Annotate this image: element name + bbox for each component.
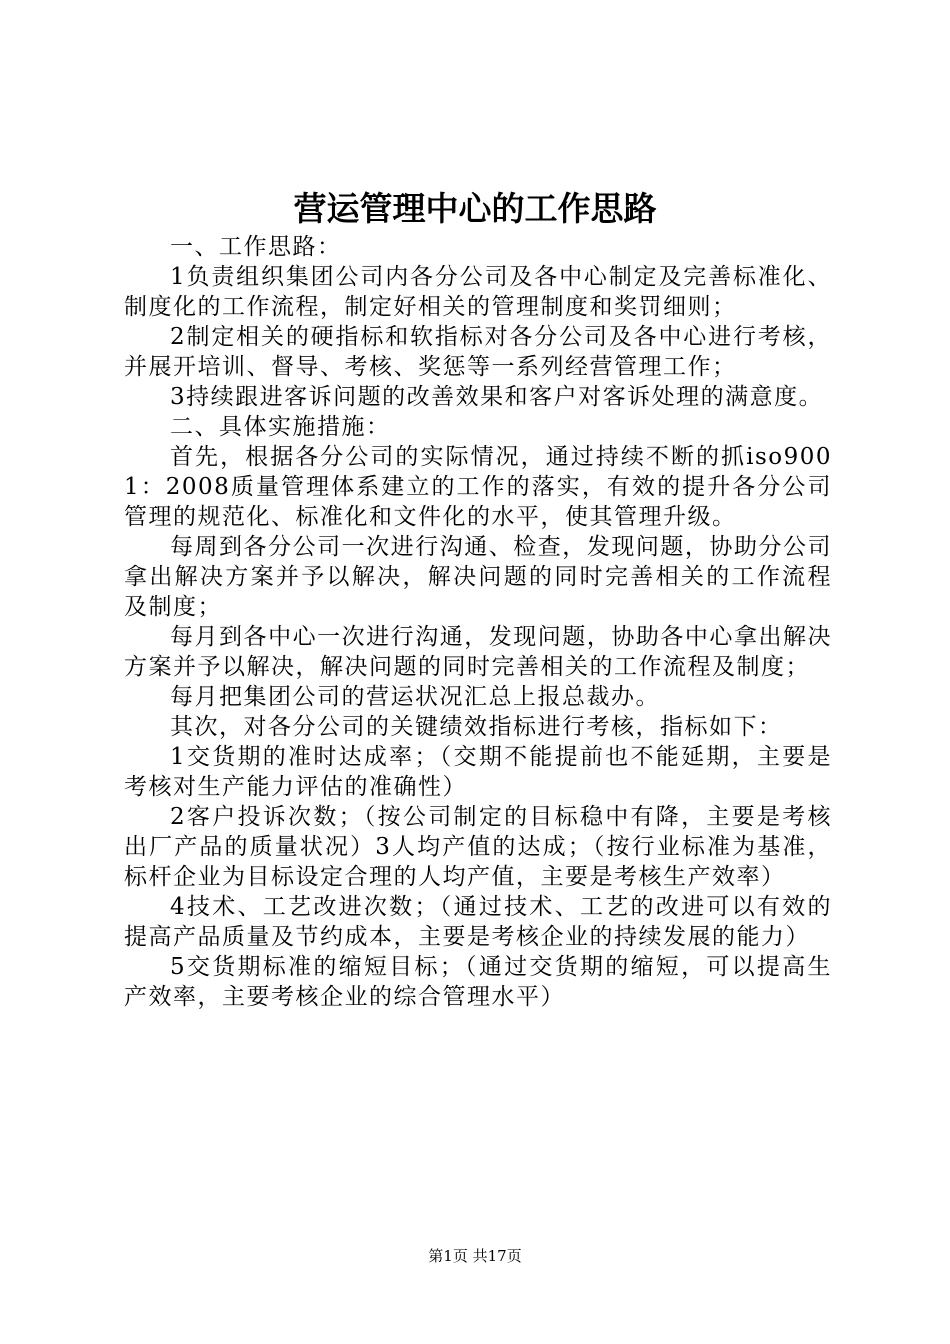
paragraph-kpi-1: 1交货期的准时达成率；（交期不能提前也不能延期，主要是考核对生产能力评估的准确性） bbox=[124, 744, 832, 800]
paragraph-section-1-heading: 一、工作思路： bbox=[170, 234, 342, 260]
paragraph-idea-2: 2制定相关的硬指标和软指标对各分公司及各中心进行考核，并展开培训、督导、考核、奖惩等一系列经营管理工作； bbox=[124, 324, 832, 380]
paragraph-monthly-center: 每月到各中心一次进行沟通，发现问题，协助各中心拿出解决方案并予以解决，解决问题的同时完善相关的工作流程及制度； bbox=[124, 624, 832, 680]
page-footer: 第1页 共17页 bbox=[428, 1247, 522, 1265]
paragraph-weekly: 每周到各分公司一次进行沟通、检查，发现问题，协助分公司拿出解决方案并予以解决，解决问题的同时完善相关的工作流程及制度； bbox=[124, 534, 832, 620]
paragraph-measure-first: 首先，根据各分公司的实际情况，通过持续不断的抓iso9001：2008质量管理体系建立的工作的落实，有效的提升各分公司管理的规范化、标准化和文件化的水平，使其管理升级。 bbox=[124, 444, 832, 530]
paragraph-kpi-4: 4技术、工艺改进次数；（通过技术、工艺的改进可以有效的提高产品质量及节约成本，主要是考核企业的持续发展的能力） bbox=[124, 894, 832, 950]
document-title: 营运管理中心的工作思路 bbox=[293, 189, 657, 228]
document-body bbox=[124, 232, 832, 1012]
paragraph-section-2-heading: 二、具体实施措施： bbox=[170, 414, 391, 440]
paragraph-monthly-report: 每月把集团公司的营运状况汇总上报总裁办。 bbox=[170, 684, 660, 710]
paragraph-kpi-2-3: 2客户投诉次数；（按公司制定的目标稳中有降，主要是考核出厂产品的质量状况）3人均产值的达成；（按行业标准为基准，标杆企业为目标设定合理的人均产值，主要是考核生产效率） bbox=[124, 804, 832, 890]
paragraph-kpi-5: 5交货期标准的缩短目标；（通过交货期的缩短，可以提高生产效率，主要考核企业的综合管理水平） bbox=[124, 954, 832, 1010]
paragraph-idea-3: 3持续跟进客诉问题的改善效果和客户对客诉处理的满意度。 bbox=[170, 384, 824, 410]
paragraph-idea-1: 1负责组织集团公司内各分公司及各中心制定及完善标准化、制度化的工作流程，制定好相关的管理制度和奖罚细则； bbox=[124, 264, 832, 320]
paragraph-measure-second: 其次，对各分公司的关键绩效指标进行考核，指标如下： bbox=[170, 714, 783, 740]
